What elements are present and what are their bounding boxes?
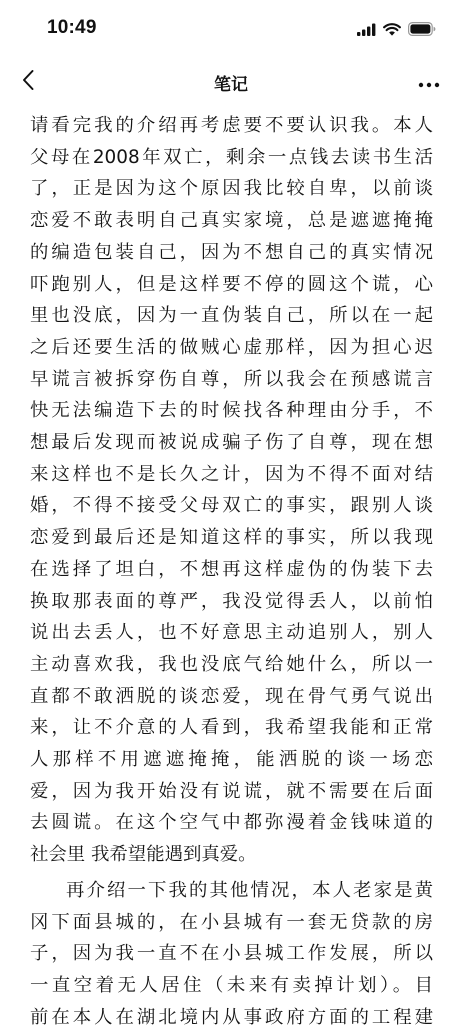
note-line: 去圆谎。在这个空气中都弥漫着金钱味道的 [30, 812, 433, 834]
note-line: 子，因为我一直不在小县城工作发展，所以 [30, 943, 433, 965]
more-dots-icon [418, 73, 440, 92]
note-line: 恋爱到最后还是知道这样的事实，所以我现 [30, 527, 433, 549]
note-line: 来这样也不是长久之计，因为不得不面对结 [30, 463, 433, 485]
status-bar [0, 0, 462, 58]
note-line: 早谎言被拆穿伤自尊，所以我会在预感谎言 [30, 368, 433, 390]
note-line: 吓跑别人，但是这样要不停的圆这个谎，心 [30, 273, 433, 295]
note-line: 来，让不介意的人看到，我希望我能和正常 [30, 717, 433, 739]
note-line: 爱，因为我开始没有说谎，就不需要在后面 [30, 780, 433, 802]
note-line: 想最后发现而被说成骗子伤了自尊，现在想 [30, 432, 433, 453]
note-line: 婚，不得不接受父母双亡的事实，跟别人谈 [30, 495, 433, 517]
battery-icon [408, 21, 436, 40]
status-icons [357, 21, 436, 40]
note-line: 里也没底，因为一直伪装自己，所以在一起 [30, 305, 433, 327]
note-line: 前在本人在湖北境内从事政府方面的工程建 [30, 1006, 433, 1028]
wifi-icon [383, 21, 401, 40]
signal-icon [357, 21, 376, 40]
note-line: 之后还要生活的做贼心虚那样，因为担心迟 [30, 336, 433, 358]
note-line: 的编造包装自己，因为不想自己的真实情况 [30, 241, 433, 263]
note-line: 社会里 我希望能遇到真爱。 [30, 844, 257, 866]
note-line: 直都不敢洒脱的谈恋爱，现在骨气勇气说出 [30, 685, 433, 707]
note-line: 请看完我的介绍再考虑要不要认识我。本人 [30, 115, 433, 136]
note-line: 一直空着无人居住（未来有卖掉计划）。目 [30, 975, 433, 997]
note-line: 在选择了坦白，不想再这样虚伪的伪装下去 [30, 558, 433, 580]
nav-bar [0, 58, 462, 106]
note-line: 主动喜欢我，我也没底气给她什么，所以一 [30, 653, 433, 675]
more-button[interactable] [414, 68, 444, 96]
status-time: 10:49 [47, 17, 97, 38]
note-line: 了，正是因为这个原因我比较自卑，以前谈 [30, 178, 433, 200]
note-line: 快无法编造下去的时候找各种理由分手，不 [30, 400, 433, 422]
note-line: 换取那表面的尊严，我没觉得丢人，以前怕 [30, 590, 433, 612]
note-line: 人那样不用遮遮掩掩，能洒脱的谈一场恋 [30, 749, 433, 770]
note-line: 父母在2008年双亡，剩余一点钱去读书生活 [30, 146, 433, 168]
page-title: 笔记 [214, 75, 248, 95]
note-line: 说出去丢人，也不好意思主动追别人，别人 [30, 622, 433, 644]
note-line: 恋爱不敢表明自己真实家境，总是遮遮掩掩 [30, 210, 433, 232]
note-line: 冈下面县城的，在小县城有一套无贷款的房 [30, 911, 433, 933]
note-line: 再介绍一下我的其他情况，本人老家是黄 [66, 880, 433, 901]
